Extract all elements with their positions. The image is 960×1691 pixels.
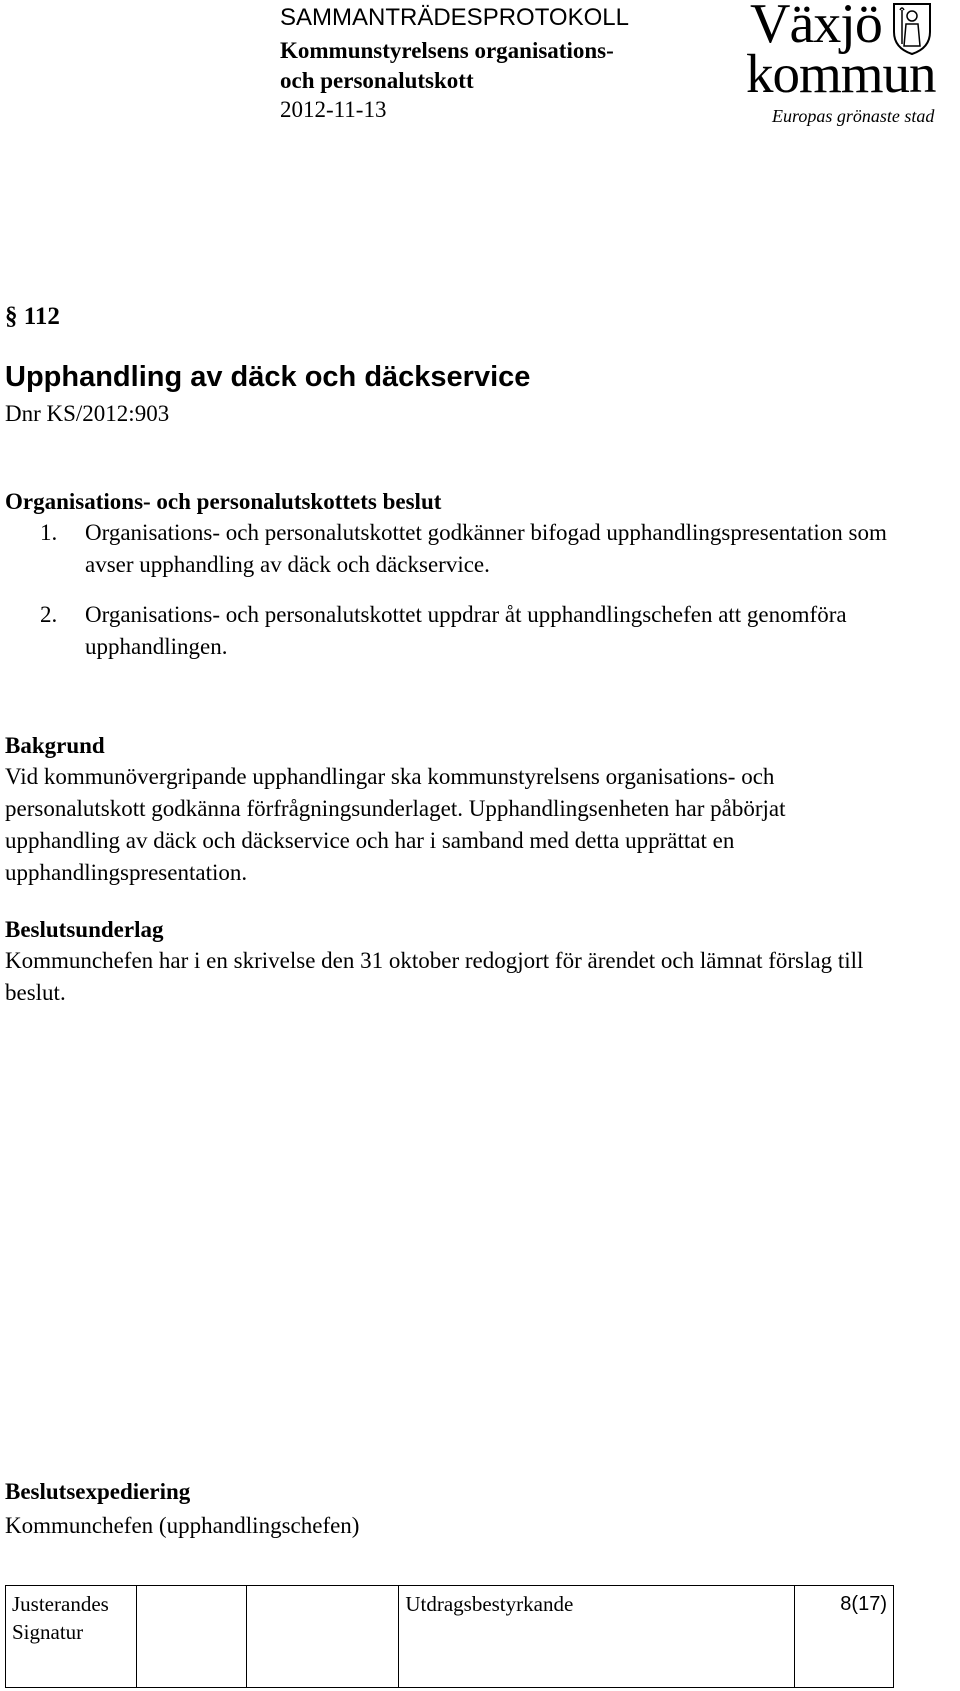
decision-heading: Organisations- och personalutskottets beslut <box>5 489 442 514</box>
decision-item-text: Organisations- och personalutskottet godkänner bifogad upphandlingspresentation som avser upphandling av däck och däckservice. <box>85 520 887 577</box>
background-text: Vid kommunövergripande upphandlingar ska kommunstyrelsens organisations- och personalutskott godkänna förfrågningsunderlaget. Upphandlingsenheten har påbörjat upphandling av däck och däckservice och har i samband med detta upprättat en upphandlingspresentation. <box>5 764 786 885</box>
signature-box-2 <box>247 1586 399 1688</box>
paragraph-sign: § <box>5 303 18 330</box>
document-type: SAMMANTRÄDESPROTOKOLL <box>280 4 629 31</box>
dispatch-heading: Beslutsexpediering <box>5 1479 191 1504</box>
decision-item <box>40 517 920 581</box>
decision-item-number: 2. <box>40 602 58 627</box>
item-title: Upphandling av däck och däckservice <box>5 361 531 393</box>
decision-item <box>40 599 920 663</box>
committee-line-1: Kommunstyrelsens organisations- <box>280 38 614 63</box>
signature-box-1 <box>136 1586 247 1688</box>
logo-word-vaxjo: Växjö <box>750 0 882 55</box>
extract-label: Utdragsbestyrkande <box>405 1592 574 1616</box>
page-number: 8(17) <box>840 1593 887 1615</box>
committee-line-2: och personalutskott <box>280 68 474 93</box>
basis-text: Kommunchefen har i en skrivelse den 31 oktober redogjort för ärendet och lämnat förslag till beslut. <box>5 948 864 1005</box>
logo-word-kommun: kommun <box>746 43 936 104</box>
dispatch-text: Kommunchefen (upphandlingschefen) <box>5 1513 360 1538</box>
case-number: Dnr KS/2012:903 <box>5 401 170 426</box>
decision-item-text: Organisations- och personalutskottet uppdrar åt upphandlingschefen att genomföra upphandlingen. <box>85 602 847 659</box>
paragraph-number-value: 112 <box>23 303 60 330</box>
adjusters-cell <box>6 1586 137 1688</box>
page-number-cell <box>795 1586 894 1688</box>
meeting-date: 2012-11-13 <box>280 97 387 122</box>
decision-item-number: 1. <box>40 520 58 545</box>
committee-name <box>280 36 614 96</box>
adjusters-label: Justerandes <box>12 1592 109 1616</box>
signature-footer-table <box>5 1585 894 1688</box>
decision-list <box>40 517 920 681</box>
logo-slogan: Europas grönaste stad <box>772 106 935 126</box>
basis-heading: Beslutsunderlag <box>5 917 164 942</box>
background-heading: Bakgrund <box>5 733 105 758</box>
vaxjo-kommun-logo <box>746 0 960 132</box>
paragraph-number <box>5 303 60 331</box>
signature-label: Signatur <box>12 1620 84 1644</box>
extract-cell <box>399 1586 795 1688</box>
